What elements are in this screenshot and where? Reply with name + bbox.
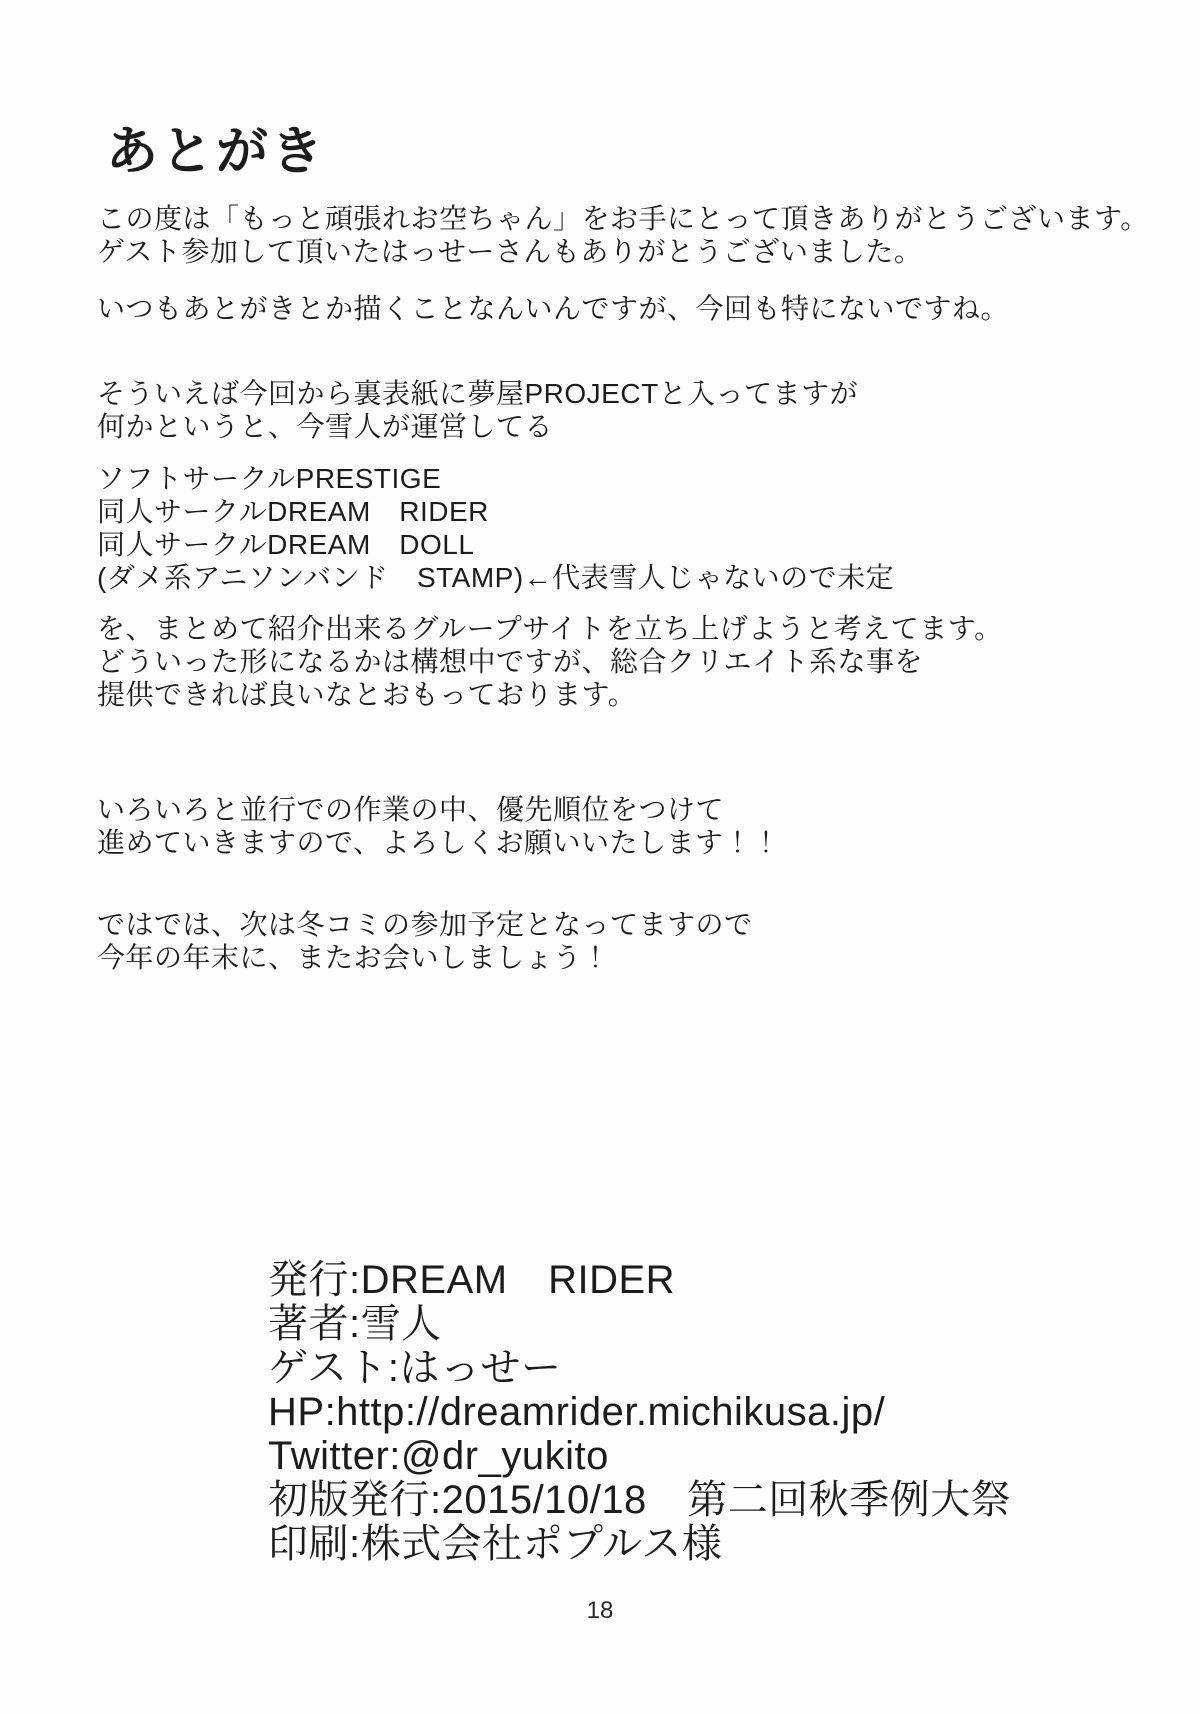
afterword-line: 提供できれば良いなとおもっております。 (97, 679, 637, 710)
page-number: 18 (586, 1597, 614, 1624)
paragraph-group-site (97, 612, 1003, 711)
afterword-line: どういった形になるかは構想中ですが、総合クリエイト系な事を (97, 646, 923, 677)
colophon-line-first-edition: 初版発行:2015/10/18 第二回秋季例大祭 (268, 1478, 1012, 1522)
afterword-line: この度は「もっと頑張れお空ちゃん」をお手にとって頂きありがとうございます。 (97, 203, 1149, 234)
colophon-line-guest: ゲスト:はっせー (268, 1346, 562, 1390)
colophon-line-author: 著者:雪人 (268, 1302, 442, 1346)
paragraph-yumeya-project (97, 377, 858, 443)
colophon-line-printer: 印刷:株式会社ポプルス様 (268, 1522, 723, 1566)
circle-list-item: 同人サークルDREAM RIDER (97, 496, 489, 527)
afterword-line: 今年の年末に、またお会いしましょう！ (97, 942, 611, 973)
paragraph-farewell (97, 908, 753, 974)
circle-list-item: 同人サークルDREAM DOLL (97, 529, 475, 560)
afterword-line: いろいろと並行での作業の中、優先順位をつけて (97, 794, 725, 825)
afterword-line: いつもあとがきとか描くことなんいんですが、今回も特にないですね。 (97, 293, 1010, 324)
paragraph-priorities (97, 793, 780, 859)
colophon-line-twitter: Twitter:@dr_yukito (268, 1434, 609, 1478)
colophon-block (268, 1258, 1011, 1566)
paragraph-thanks (97, 202, 1149, 268)
afterword-line: 何かというと、今雪人が運営してる (97, 411, 554, 442)
afterword-line: 進めていきますので、よろしくお願いいたします！！ (97, 827, 781, 858)
page-title: あとがき (106, 123, 327, 181)
paragraph-circle-list (97, 462, 894, 594)
afterword-line: ゲスト参加して頂いたはっせーさんもありがとうございました。 (97, 236, 923, 267)
circle-list-item: ソフトサークルPRESTIGE (97, 463, 442, 494)
colophon-line-website: HP:http://dreamrider.michikusa.jp/ (268, 1390, 886, 1434)
afterword-line: ではでは、次は冬コミの参加予定となってますので (97, 909, 753, 940)
circle-list-item: (ダメ系アニソンバンド STAMP)←代表雪人じゃないので未定 (97, 562, 895, 593)
paragraph-no-afterword (97, 292, 1009, 325)
colophon-line-publisher: 発行:DREAM RIDER (268, 1258, 676, 1302)
afterword-line: を、まとめて紹介出来るグループサイトを立ち上げようと考えてます。 (97, 613, 1003, 644)
afterword-line: そういえば今回から裏表紙に夢屋PROJECTと入ってますが (97, 378, 859, 409)
